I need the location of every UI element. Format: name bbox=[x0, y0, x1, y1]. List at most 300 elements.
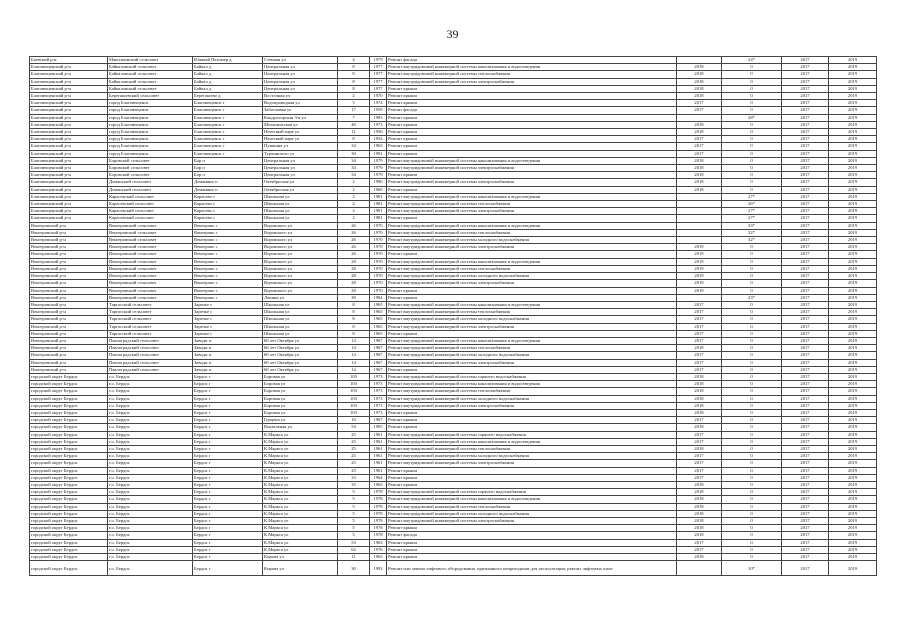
cell-col-d: 2019 bbox=[829, 64, 877, 71]
cell-street: Центральная ул bbox=[263, 64, 338, 71]
cell-settlement: Байкаловский сельсовет bbox=[108, 71, 193, 78]
cell-house: 2 bbox=[338, 201, 370, 208]
cell-col-a: 2017 bbox=[677, 366, 722, 373]
cell-house: 34 bbox=[338, 172, 370, 179]
cell-locality: Бердск г bbox=[193, 518, 263, 525]
cell-settlement: г.о. Бердск bbox=[108, 561, 193, 576]
cell-locality: Венгерово с bbox=[193, 229, 263, 236]
cell-settlement: г.о. Бердск bbox=[108, 417, 193, 424]
cell-district: городской округ Бердск bbox=[30, 438, 108, 445]
cell-col-c: 2017 bbox=[782, 395, 829, 402]
cell-col-d: 2019 bbox=[829, 265, 877, 272]
cell-col-d: 2019 bbox=[829, 309, 877, 316]
cell-col-c: 2017 bbox=[782, 114, 829, 121]
cell-col-d: 2019 bbox=[829, 107, 877, 114]
cell-settlement: Берегашевский сельсовет bbox=[108, 93, 193, 100]
cell-col-a: 2018 bbox=[677, 71, 722, 78]
cell-col-b: 0 bbox=[722, 100, 782, 107]
cell-settlement: Таргасский сельсовет bbox=[108, 309, 193, 316]
cell-work-type: Ремонт крыши bbox=[387, 554, 677, 561]
cell-house: 26 bbox=[338, 229, 370, 236]
cell-col-c: 2017 bbox=[782, 402, 829, 409]
cell-col-d: 2019 bbox=[829, 503, 877, 510]
cell-col-c: 2017 bbox=[782, 474, 829, 481]
cell-house: 5 bbox=[338, 496, 370, 503]
cell-street: Воровского ул bbox=[263, 222, 338, 229]
cell-house: 8 bbox=[338, 78, 370, 85]
cell-col-d: 2019 bbox=[829, 474, 877, 481]
cell-col-b: 33* bbox=[722, 222, 782, 229]
cell-district: Венгеровский р-н bbox=[30, 352, 108, 359]
cell-locality: Венгерово с bbox=[193, 273, 263, 280]
cell-col-a: 2019 bbox=[677, 287, 722, 294]
table-row bbox=[30, 265, 877, 272]
cell-settlement: г.о. Бердск bbox=[108, 474, 193, 481]
table-row bbox=[30, 539, 877, 546]
cell-work-type: Ремонт внутридомовой инженерной системы канализования и водоотведения bbox=[387, 337, 677, 344]
cell-street: Воровского ул bbox=[263, 280, 338, 287]
cell-col-b: 32* bbox=[722, 229, 782, 236]
cell-col-b: 0 bbox=[722, 489, 782, 496]
cell-col-b: 0 bbox=[722, 107, 782, 114]
cell-settlement: Павлоградский сельсовет bbox=[108, 366, 193, 373]
table-row bbox=[30, 373, 877, 380]
cell-street: Воровского ул bbox=[263, 251, 338, 258]
cell-col-b: 0 bbox=[722, 496, 782, 503]
cell-year: 1973 bbox=[370, 402, 387, 409]
cell-col-a: 2017 bbox=[677, 150, 722, 157]
cell-locality: Карасево с bbox=[193, 201, 263, 208]
cell-col-a: 2017 bbox=[677, 352, 722, 359]
cell-house: 26 bbox=[338, 237, 370, 244]
cell-settlement: Венгеровский сельсовет bbox=[108, 265, 193, 272]
table-row bbox=[30, 532, 877, 539]
cell-settlement: город Благовещенск bbox=[108, 129, 193, 136]
cell-col-c: 2017 bbox=[782, 150, 829, 157]
cell-work-type: Ремонт внутридомовой инженерной системы канализования и водоотведения bbox=[387, 193, 677, 200]
cell-work-type: Ремонт крыши bbox=[387, 417, 677, 424]
cell-col-d: 2019 bbox=[829, 381, 877, 388]
cell-year: 1970 bbox=[370, 93, 387, 100]
cell-settlement: Доманский сельсовет bbox=[108, 186, 193, 193]
cell-col-a: 2017 bbox=[677, 431, 722, 438]
cell-col-d: 2019 bbox=[829, 114, 877, 121]
cell-settlement: г.о. Бердск bbox=[108, 424, 193, 431]
cell-year: 1958 bbox=[370, 107, 387, 114]
cell-col-d: 2019 bbox=[829, 525, 877, 532]
cell-house: 54 bbox=[338, 424, 370, 431]
repair-schedule-table bbox=[29, 56, 877, 576]
cell-street: Школьная ул bbox=[263, 193, 338, 200]
cell-col-c: 2017 bbox=[782, 258, 829, 265]
table-row bbox=[30, 510, 877, 517]
cell-col-c: 2017 bbox=[782, 172, 829, 179]
cell-year: 1963 bbox=[370, 539, 387, 546]
page-number: 39 bbox=[446, 27, 459, 41]
cell-col-d: 2019 bbox=[829, 489, 877, 496]
cell-settlement: Венгеровский сельсовет bbox=[108, 287, 193, 294]
cell-col-c: 2017 bbox=[782, 294, 829, 301]
cell-house: 25 bbox=[338, 453, 370, 460]
cell-col-d: 2019 bbox=[829, 301, 877, 308]
cell-year: 1976 bbox=[370, 546, 387, 553]
cell-house: 62 bbox=[338, 546, 370, 553]
cell-col-a: 2019 bbox=[677, 251, 722, 258]
cell-settlement: г.о. Бердск bbox=[108, 388, 193, 395]
cell-district: Венгеровский р-н bbox=[30, 345, 108, 352]
cell-year: 1970 bbox=[370, 244, 387, 251]
cell-work-type: Ремонт внутридомовой инженерной системы теплоснабжения bbox=[387, 309, 677, 316]
cell-col-d: 2019 bbox=[829, 316, 877, 323]
cell-col-d: 2019 bbox=[829, 150, 877, 157]
cell-house: 26 bbox=[338, 251, 370, 258]
cell-district: городской округ Бердск bbox=[30, 402, 108, 409]
cell-year: 1985 bbox=[370, 424, 387, 431]
cell-house: 25 bbox=[338, 438, 370, 445]
cell-col-b: 0 bbox=[722, 165, 782, 172]
cell-district: городской округ Бердск bbox=[30, 561, 108, 576]
cell-col-c: 2017 bbox=[782, 143, 829, 150]
cell-locality: Заводи п bbox=[193, 366, 263, 373]
cell-col-a: 2018 bbox=[677, 172, 722, 179]
cell-col-c: 2017 bbox=[782, 157, 829, 164]
cell-col-c: 2017 bbox=[782, 129, 829, 136]
cell-street: К.Маркса ул bbox=[263, 453, 338, 460]
cell-house: 8 bbox=[338, 301, 370, 308]
cell-street: Степная ул bbox=[263, 57, 338, 64]
cell-district: городской округ Бердск bbox=[30, 388, 108, 395]
cell-col-b: 0 bbox=[722, 381, 782, 388]
cell-street: Восточная ул bbox=[263, 93, 338, 100]
cell-settlement: Боровской сельсовет bbox=[108, 165, 193, 172]
cell-locality: Бердск г bbox=[193, 417, 263, 424]
cell-year: 1970 bbox=[370, 273, 387, 280]
cell-district: городской округ Бердск bbox=[30, 453, 108, 460]
table-row bbox=[30, 496, 877, 503]
cell-work-type: Ремонт крыши bbox=[387, 546, 677, 553]
cell-col-d: 2019 bbox=[829, 518, 877, 525]
cell-settlement: город Благовещенск bbox=[108, 150, 193, 157]
cell-district: Венгеровский р-н bbox=[30, 330, 108, 337]
cell-year: 1965 bbox=[370, 309, 387, 316]
cell-settlement: г.о. Бердск bbox=[108, 402, 193, 409]
table-row bbox=[30, 294, 877, 301]
table-row bbox=[30, 107, 877, 114]
cell-col-a: 2017 bbox=[677, 546, 722, 553]
table-row bbox=[30, 546, 877, 553]
cell-col-a: 2019 bbox=[677, 258, 722, 265]
cell-col-a: 2017 bbox=[677, 438, 722, 445]
cell-locality: Венгерово с bbox=[193, 237, 263, 244]
cell-col-c: 2017 bbox=[782, 388, 829, 395]
table-row bbox=[30, 518, 877, 525]
cell-work-type: Ремонт фасада bbox=[387, 532, 677, 539]
cell-locality: Доманино п bbox=[193, 179, 263, 186]
cell-house: 34 bbox=[338, 143, 370, 150]
cell-district: городской округ Бердск bbox=[30, 532, 108, 539]
cell-year: 1970 bbox=[370, 258, 387, 265]
cell-work-type: Ремонт крыши bbox=[387, 251, 677, 258]
cell-col-a bbox=[677, 193, 722, 200]
cell-house: 11 bbox=[338, 554, 370, 561]
cell-col-b: 0 bbox=[722, 352, 782, 359]
cell-settlement: г.о. Бердск bbox=[108, 381, 193, 388]
cell-house: 28 bbox=[338, 258, 370, 265]
cell-house: 8 bbox=[338, 323, 370, 330]
cell-locality: Южный Пахомер д bbox=[193, 57, 263, 64]
cell-house: 25 bbox=[338, 431, 370, 438]
cell-col-a: 2018 bbox=[677, 179, 722, 186]
cell-district: городской округ Бердск bbox=[30, 424, 108, 431]
cell-col-d: 2019 bbox=[829, 143, 877, 150]
cell-locality: Заводи п bbox=[193, 337, 263, 344]
cell-locality: Бердск г bbox=[193, 539, 263, 546]
cell-district: Венгеровский р-н bbox=[30, 323, 108, 330]
cell-year: 1961 bbox=[370, 467, 387, 474]
cell-district: Венгеровский р-н bbox=[30, 301, 108, 308]
cell-col-c: 2017 bbox=[782, 431, 829, 438]
cell-settlement: Венгеровский сельсовет bbox=[108, 258, 193, 265]
cell-year: 1978 bbox=[370, 525, 387, 532]
cell-col-c: 2017 bbox=[782, 85, 829, 92]
cell-col-c: 2017 bbox=[782, 64, 829, 71]
table-row bbox=[30, 165, 877, 172]
cell-col-b: 0 bbox=[722, 445, 782, 452]
cell-col-a: 2019 bbox=[677, 244, 722, 251]
cell-col-a: 2018 bbox=[677, 424, 722, 431]
cell-work-type: Ремонт внутридомовой инженерной системы канализования и водоотведения bbox=[387, 301, 677, 308]
table-row bbox=[30, 100, 877, 107]
cell-district: Благовещенский р-н bbox=[30, 64, 108, 71]
table-row bbox=[30, 359, 877, 366]
cell-street: Водопроводная ул bbox=[263, 100, 338, 107]
cell-col-d: 2019 bbox=[829, 417, 877, 424]
cell-house: 25 bbox=[338, 460, 370, 467]
cell-district: городской округ Бердск bbox=[30, 525, 108, 532]
cell-col-d: 2019 bbox=[829, 554, 877, 561]
cell-street: Центральная ул bbox=[263, 71, 338, 78]
cell-settlement: Павлоградский сельсовет bbox=[108, 352, 193, 359]
table-row bbox=[30, 409, 877, 416]
cell-col-d: 2019 bbox=[829, 121, 877, 128]
cell-street: Боровая ул bbox=[263, 388, 338, 395]
cell-col-a: 2019 bbox=[677, 265, 722, 272]
cell-col-c: 2017 bbox=[782, 222, 829, 229]
table-row bbox=[30, 388, 877, 395]
cell-settlement: Венгеровский сельсовет bbox=[108, 294, 193, 301]
cell-work-type: Ремонт внутридомовой инженерной системы теплоснабжения bbox=[387, 201, 677, 208]
cell-col-d: 2019 bbox=[829, 237, 877, 244]
cell-col-a: 2018 bbox=[677, 345, 722, 352]
cell-street: Школьная ул bbox=[263, 323, 338, 330]
cell-house: 11 bbox=[338, 129, 370, 136]
cell-col-b: 0 bbox=[722, 388, 782, 395]
cell-locality: Венгерово с bbox=[193, 287, 263, 294]
cell-house: 25 bbox=[338, 467, 370, 474]
cell-settlement: город Благовещенск bbox=[108, 143, 193, 150]
cell-col-c: 2017 bbox=[782, 273, 829, 280]
cell-settlement: Байкаловский сельсовет bbox=[108, 78, 193, 85]
cell-col-d: 2019 bbox=[829, 460, 877, 467]
cell-locality: Бердск г bbox=[193, 445, 263, 452]
table-row bbox=[30, 381, 877, 388]
cell-col-b: 0 bbox=[722, 359, 782, 366]
cell-col-b: 0 bbox=[722, 424, 782, 431]
cell-col-a: 2018 bbox=[677, 121, 722, 128]
cell-col-d: 2019 bbox=[829, 251, 877, 258]
table-row bbox=[30, 345, 877, 352]
table-row bbox=[30, 78, 877, 85]
cell-street: К.Маркса ул bbox=[263, 532, 338, 539]
cell-district: Благовещенский р-н bbox=[30, 193, 108, 200]
cell-col-c: 2017 bbox=[782, 309, 829, 316]
cell-district: Благовещенский р-н bbox=[30, 186, 108, 193]
cell-house: 5 bbox=[338, 503, 370, 510]
cell-col-a: 2018 bbox=[677, 409, 722, 416]
cell-locality: Бердск г bbox=[193, 388, 263, 395]
cell-street: Кирова ул bbox=[263, 554, 338, 561]
cell-work-type: Ремонт внутридомовой инженерной системы электроснабжения bbox=[387, 179, 677, 186]
cell-year: 1978 bbox=[370, 532, 387, 539]
cell-district: Венгеровский р-н bbox=[30, 316, 108, 323]
cell-work-type: Ремонт внутридомовой инженерной системы электроснабжения bbox=[387, 518, 677, 525]
cell-district: Благовещенский р-н bbox=[30, 165, 108, 172]
cell-work-type: Ремонт внутридомовой инженерной системы теплоснабжения bbox=[387, 229, 677, 236]
table-row bbox=[30, 402, 877, 409]
cell-year: 1970 bbox=[370, 222, 387, 229]
cell-col-a: 2018 bbox=[677, 402, 722, 409]
cell-work-type: Ремонт крыши bbox=[387, 121, 677, 128]
cell-col-b: 0 bbox=[722, 136, 782, 143]
table-row bbox=[30, 481, 877, 488]
cell-street: Пушкина ул bbox=[263, 143, 338, 150]
cell-work-type: Ремонт внутридомовой инженерной системы электроснабжения bbox=[387, 280, 677, 287]
cell-locality: Благовещенск г bbox=[193, 100, 263, 107]
cell-col-c: 2017 bbox=[782, 409, 829, 416]
cell-street: К.Маркса ул bbox=[263, 481, 338, 488]
table-row bbox=[30, 561, 877, 576]
cell-locality: Заречье с bbox=[193, 330, 263, 337]
cell-settlement: г.о. Бердск bbox=[108, 503, 193, 510]
cell-locality: Байкал д bbox=[193, 64, 263, 71]
cell-settlement: г.о. Бердск bbox=[108, 496, 193, 503]
cell-settlement: г.о. Бердск bbox=[108, 532, 193, 539]
cell-settlement: г.о. Бердск bbox=[108, 431, 193, 438]
cell-street: К.Маркса ул bbox=[263, 518, 338, 525]
cell-house: 30 bbox=[338, 561, 370, 576]
cell-work-type: Ремонт внутридомовой инженерной системы теплоснабжения bbox=[387, 503, 677, 510]
cell-col-d: 2019 bbox=[829, 136, 877, 143]
cell-col-c: 2017 bbox=[782, 229, 829, 236]
cell-col-a bbox=[677, 201, 722, 208]
cell-col-d: 2019 bbox=[829, 395, 877, 402]
cell-house: 25 bbox=[338, 445, 370, 452]
cell-year: 1973 bbox=[370, 395, 387, 402]
cell-col-a: 2017 bbox=[677, 143, 722, 150]
cell-locality: Карасево с bbox=[193, 193, 263, 200]
cell-district: Благовещенский р-н bbox=[30, 78, 108, 85]
cell-col-c: 2017 bbox=[782, 417, 829, 424]
cell-col-b: 0 bbox=[722, 539, 782, 546]
cell-street: Воровского ул bbox=[263, 237, 338, 244]
cell-settlement: Павлоградский сельсовет bbox=[108, 359, 193, 366]
cell-col-b: 0 bbox=[722, 554, 782, 561]
cell-district: Благовещенский р-н bbox=[30, 85, 108, 92]
cell-settlement: город Благовещенск bbox=[108, 114, 193, 121]
cell-locality: Бердск г bbox=[193, 381, 263, 388]
cell-work-type: Ремонт внутридомовой инженерной системы электроснабжения bbox=[387, 244, 677, 251]
cell-col-d: 2019 bbox=[829, 467, 877, 474]
cell-house: 46 bbox=[338, 121, 370, 128]
cell-street: К.Маркса ул bbox=[263, 438, 338, 445]
cell-district: Венгеровский р-н bbox=[30, 265, 108, 272]
cell-locality: Бердск г bbox=[193, 496, 263, 503]
cell-street: К.Маркса ул bbox=[263, 525, 338, 532]
table-row bbox=[30, 431, 877, 438]
table-row bbox=[30, 193, 877, 200]
cell-col-b: 0 bbox=[722, 546, 782, 553]
cell-locality: Благовещенск г bbox=[193, 136, 263, 143]
cell-work-type: Ремонт или замена лифтового оборудования, признанного непригодным для эксплуатации, ремонт лифтовых шахт bbox=[387, 561, 677, 576]
cell-col-d: 2019 bbox=[829, 258, 877, 265]
cell-col-a: 2018 bbox=[677, 64, 722, 71]
cell-district: Венгеровский р-н bbox=[30, 280, 108, 287]
cell-house: 33 bbox=[338, 474, 370, 481]
cell-locality: Благовещенск г bbox=[193, 143, 263, 150]
cell-col-c: 2017 bbox=[782, 445, 829, 452]
cell-col-b: 0 bbox=[722, 309, 782, 316]
cell-col-b: 0 bbox=[722, 409, 782, 416]
cell-col-a: 2018 bbox=[677, 395, 722, 402]
cell-col-b: 0 bbox=[722, 373, 782, 380]
cell-house: 8 bbox=[338, 136, 370, 143]
cell-work-type: Ремонт крыши bbox=[387, 114, 677, 121]
cell-house: 10 bbox=[338, 417, 370, 424]
cell-settlement: г.о. Бердск bbox=[108, 373, 193, 380]
cell-col-c: 2017 bbox=[782, 71, 829, 78]
cell-col-c: 2017 bbox=[782, 424, 829, 431]
cell-col-b: 27* bbox=[722, 215, 782, 222]
cell-work-type: Ремонт крыши bbox=[387, 215, 677, 222]
cell-col-d: 2019 bbox=[829, 539, 877, 546]
table-row bbox=[30, 316, 877, 323]
cell-col-c: 2017 bbox=[782, 546, 829, 553]
cell-locality: Бор п bbox=[193, 172, 263, 179]
cell-col-b: 0 bbox=[722, 337, 782, 344]
cell-locality: Бердск г bbox=[193, 431, 263, 438]
cell-locality: Заводи п bbox=[193, 359, 263, 366]
cell-col-b: 0 bbox=[722, 280, 782, 287]
cell-work-type: Ремонт внутридомовой инженерной системы холодного водоснабжения bbox=[387, 395, 677, 402]
cell-house: 28 bbox=[338, 273, 370, 280]
cell-col-b: 28* bbox=[722, 114, 782, 121]
cell-col-b: 0 bbox=[722, 510, 782, 517]
cell-year: 1993 bbox=[370, 561, 387, 576]
cell-house: 8 bbox=[338, 330, 370, 337]
cell-col-b: 0 bbox=[722, 503, 782, 510]
cell-district: городской округ Бердск bbox=[30, 381, 108, 388]
cell-year: 1978 bbox=[370, 489, 387, 496]
cell-district: городской округ Бердск bbox=[30, 445, 108, 452]
cell-street: Школьная ул bbox=[263, 330, 338, 337]
cell-col-b: 0 bbox=[722, 186, 782, 193]
table-row bbox=[30, 229, 877, 236]
cell-street: Кирова ул bbox=[263, 561, 338, 576]
cell-work-type: Ремонт внутридомовой инженерной системы канализования и водоотведения bbox=[387, 157, 677, 164]
cell-col-d: 2019 bbox=[829, 373, 877, 380]
cell-settlement: Байкаловский сельсовет bbox=[108, 85, 193, 92]
cell-year: 1981 bbox=[370, 215, 387, 222]
